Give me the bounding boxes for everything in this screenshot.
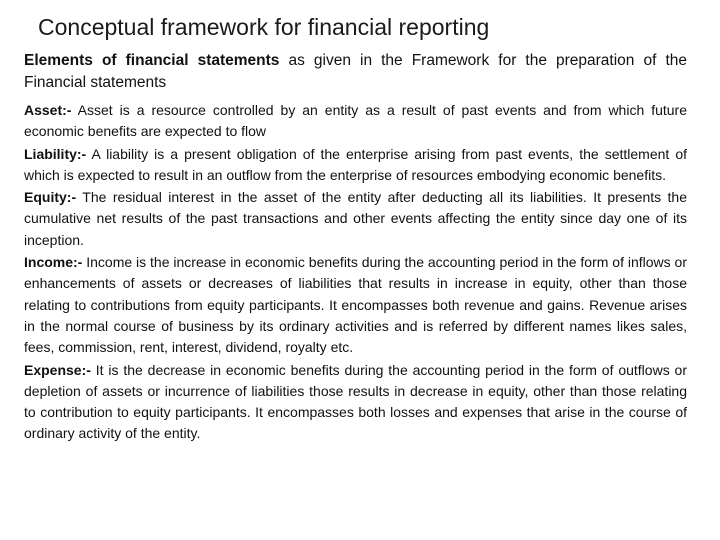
term-liability: Liability:- <box>24 145 87 162</box>
definition-liability <box>24 144 687 187</box>
definition-text-expense: It is the decrease in economic benefits during the accounting period in the form of outflows or depletion of assets or incurrence of liabilities those results in decrease in equity, other than those relating to contribution to equity participants. It encompasses both losses and expenses that arise in the course of ordinary activity of the entity. <box>24 361 687 442</box>
definition-text-liability: A liability is a present obligation of the enterprise arising from past events, the settlement of which is expected to result in an outflow from the enterprise of resources embodying economic benefits. <box>24 145 687 183</box>
definition-text-income: Income is the increase in economic benefits during the accounting period in the form of inflows or enhancements of assets or decreases of liabilities that results in increase in equity, other than those relating to contributions from equity participants. It encompasses both revenue and gains. Revenue arises in the normal course of business by its ordinary activities and is referred by different names likes sales, fees, commission, rent, interest, dividend, royalty etc. <box>24 254 688 356</box>
term-asset: Asset:- <box>24 102 72 118</box>
term-income: Income:- <box>24 254 83 271</box>
definitions-list <box>24 100 687 446</box>
definition-asset <box>24 100 687 143</box>
definition-text-asset: Asset is a resource controlled by an entity as a result of past events and from which future economic benefits are expected to flow <box>24 102 687 140</box>
definition-income <box>24 252 687 358</box>
intro-bold-text: Elements of financial statements <box>24 52 280 69</box>
definition-text-equity: The residual interest in the asset of the entity after deducting all its liabilities. It presents the cumulative net results of the past transactions and other events affecting the entity since day one of its inception. <box>24 189 687 248</box>
definition-equity <box>24 187 687 251</box>
definition-expense <box>24 360 687 445</box>
term-equity: Equity:- <box>24 189 77 206</box>
term-expense: Expense:- <box>24 361 91 378</box>
slide-title: Conceptual framework for financial reporting <box>38 14 490 40</box>
intro-paragraph <box>24 50 687 94</box>
intro-text: as given in the Framework for the preparation of the Financial statements <box>24 52 687 91</box>
